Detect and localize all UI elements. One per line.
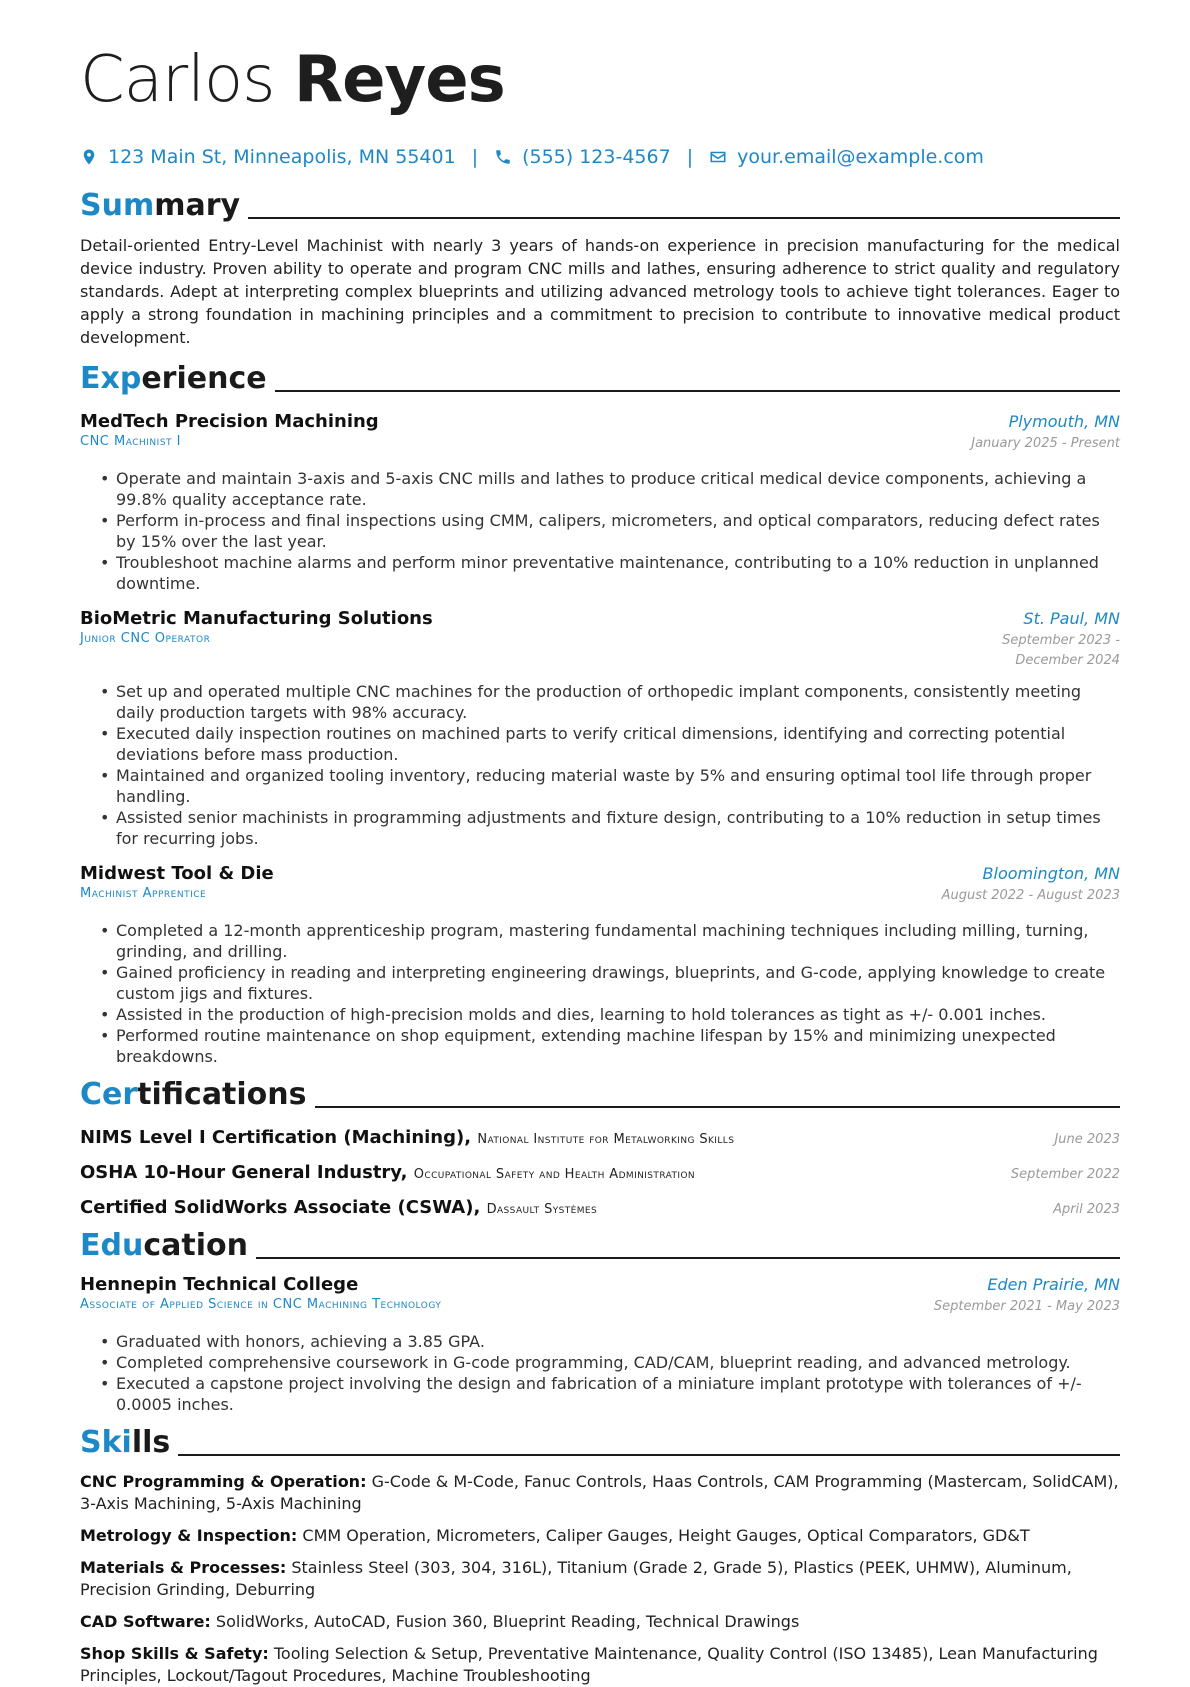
address-text: 123 Main St, Minneapolis, MN 55401 bbox=[108, 146, 456, 168]
bullet-item: • Completed a 12-month apprenticeship program, mastering fundamental machining techniques including milling, turning, grinding, and drilling. bbox=[116, 920, 1120, 962]
email-text: your.email@example.com bbox=[737, 146, 984, 168]
summary-heading bbox=[80, 184, 1120, 224]
cert-name: Certified SolidWorks Associate (CSWA) bbox=[80, 1197, 474, 1218]
certification-item: Certified SolidWorks Associate (CSWA), Dassault Systèmes April 2023 bbox=[80, 1197, 1120, 1218]
company-name: Midwest Tool & Die bbox=[80, 863, 274, 884]
bullet-item: • Performed routine maintenance on shop equipment, extending machine lifespan by 15% and minimizing unexpected breakdowns. bbox=[116, 1025, 1120, 1067]
skill-label: CNC Programming & Operation: bbox=[80, 1472, 367, 1491]
certification-item: NIMS Level I Certification (Machining), National Institute for Metalworking Skills June 2023 bbox=[80, 1127, 1120, 1148]
bullet-item: • Set up and operated multiple CNC machines for the production of orthopedic implant components, consistently meeting daily production targets with 98% accuracy. bbox=[116, 681, 1120, 723]
bullet-item: • Maintained and organized tooling inventory, reducing material waste by 5% and ensuring optimal tool life through proper handling. bbox=[116, 765, 1120, 807]
skill-row bbox=[80, 1611, 1120, 1633]
cert-date: April 2023 bbox=[1053, 1202, 1120, 1217]
cert-issuer: Dassault Systèmes bbox=[486, 1202, 598, 1217]
school-name: Hennepin Technical College bbox=[80, 1274, 359, 1295]
cert-date: September 2022 bbox=[1010, 1167, 1120, 1182]
skill-value: Stainless Steel (303, 304, 316L), Titanium (Grade 2, Grade 5), Plastics (PEEK, UHMW), Aluminum, Precision Grinding, Deburring bbox=[80, 1558, 1072, 1599]
job-location: Bloomington, MN bbox=[982, 864, 1120, 883]
job-bullets bbox=[80, 681, 1120, 849]
skill-row bbox=[80, 1471, 1120, 1515]
skill-value: G-Code & M-Code, Fanuc Controls, Haas Controls, CAM Programming (Mastercam, SolidCAM), 3-Axis Machining, 5-Axis Machining bbox=[80, 1472, 1119, 1513]
phone-icon bbox=[494, 148, 512, 166]
job-bullets bbox=[80, 920, 1120, 1067]
contact-separator: | bbox=[686, 146, 694, 168]
cert-issuer: National Institute for Metalworking Skills bbox=[477, 1132, 735, 1147]
summary-text: Detail-oriented Entry-Level Machinist with nearly 3 years of hands-on experience in precision manufacturing for the medical device industry. Proven ability to operate and program CNC mills and lathes, ensuring adherence to strict quality and regulatory standards. Adept at interpreting complex blueprints and utilizing advanced metrology tools to achieve tight tolerances. Eager to apply a strong foundation in machining principles and a commitment to precision to contribute to innovative medical product development. bbox=[80, 236, 1120, 347]
education-heading bbox=[80, 1224, 1120, 1264]
section-rule bbox=[315, 1106, 1120, 1108]
skill-label: Shop Skills & Safety: bbox=[80, 1644, 269, 1663]
job-location: St. Paul, MN bbox=[1023, 609, 1120, 628]
company-name: BioMetric Manufacturing Solutions bbox=[80, 608, 433, 629]
candidate-name bbox=[80, 40, 1120, 120]
section-title: Skills bbox=[80, 1425, 171, 1460]
first-name: Carlos bbox=[80, 43, 275, 117]
section-title: Summary bbox=[80, 188, 241, 223]
map-pin-icon bbox=[80, 148, 98, 166]
section-title: Certifications bbox=[80, 1077, 307, 1112]
education-dates: September 2021 - May 2023 bbox=[933, 1299, 1120, 1314]
bullet-item: • Assisted in the production of high-precision molds and dies, learning to hold tolerances as tight as +/- 0.001 inches. bbox=[116, 1004, 1120, 1025]
bullet-item: • Operate and maintain 3-axis and 5-axis CNC mills and lathes to produce critical medical device components, achieving a 99.8% quality acceptance rate. bbox=[116, 468, 1120, 510]
skill-row bbox=[80, 1557, 1120, 1601]
skills-heading bbox=[80, 1421, 1120, 1461]
bullet-item: • Troubleshoot machine alarms and perform minor preventative maintenance, contributing to a 10% reduction in unplanned downtime. bbox=[116, 552, 1120, 594]
company-name: MedTech Precision Machining bbox=[80, 411, 379, 432]
cert-name: OSHA 10-Hour General Industry bbox=[80, 1162, 401, 1183]
education-entry bbox=[80, 1274, 1120, 1415]
bullet-item: • Perform in-process and final inspections using CMM, calipers, micrometers, and optical comparators, reducing defect rates by 15% over the last year. bbox=[116, 510, 1120, 552]
bullet-item: • Gained proficiency in reading and interpreting engineering drawings, blueprints, and G-code, applying knowledge to create custom jigs and fixtures. bbox=[116, 962, 1120, 1004]
job-location: Plymouth, MN bbox=[1008, 412, 1120, 431]
job-dates: September 2023 - December 2024 bbox=[1002, 633, 1120, 668]
skill-label: CAD Software: bbox=[80, 1612, 211, 1631]
email-item[interactable] bbox=[709, 146, 984, 168]
phone-item[interactable] bbox=[494, 146, 671, 168]
job-dates: August 2022 - August 2023 bbox=[941, 888, 1120, 903]
section-rule bbox=[248, 217, 1120, 219]
job-dates: January 2025 - Present bbox=[971, 436, 1120, 451]
skill-label: Materials & Processes: bbox=[80, 1558, 287, 1577]
skill-value: SolidWorks, AutoCAD, Fusion 360, Blueprint Reading, Technical Drawings bbox=[215, 1612, 800, 1631]
job-role: CNC Machinist I bbox=[80, 434, 181, 449]
bullet-item: • Graduated with honors, achieving a 3.85 GPA. bbox=[116, 1331, 1120, 1352]
bullet-item: • Executed a capstone project involving the design and fabrication of a miniature implant prototype with tolerances of +/- 0.0005 inches. bbox=[116, 1373, 1120, 1415]
skill-value: CMM Operation, Micrometers, Caliper Gauges, Height Gauges, Optical Comparators, GD&T bbox=[302, 1526, 1030, 1545]
job-entry bbox=[80, 411, 1120, 594]
section-title: Experience bbox=[80, 361, 267, 396]
job-role: Junior CNC Operator bbox=[80, 631, 211, 646]
address-item bbox=[80, 146, 456, 168]
section-rule bbox=[256, 1257, 1120, 1259]
bullet-item: • Executed daily inspection routines on machined parts to verify critical dimensions, identifying and correcting potential deviations before mass production. bbox=[116, 723, 1120, 765]
certification-item: OSHA 10-Hour General Industry, Occupational Safety and Health Administration September 2022 bbox=[80, 1162, 1120, 1183]
job-entry bbox=[80, 863, 1120, 1067]
bullet-item: • Assisted senior machinists in programming adjustments and fixture design, contributing to a 10% reduction in setup times for recurring jobs. bbox=[116, 807, 1120, 849]
cert-date: June 2023 bbox=[1054, 1132, 1120, 1147]
last-name: Reyes bbox=[293, 43, 505, 117]
section-rule bbox=[275, 390, 1120, 392]
job-entry bbox=[80, 608, 1120, 849]
job-role: Machinist Apprentice bbox=[80, 886, 207, 901]
section-title: Education bbox=[80, 1228, 248, 1263]
skill-label: Metrology & Inspection: bbox=[80, 1526, 298, 1545]
resume-page bbox=[80, 40, 1120, 1687]
envelope-icon bbox=[709, 148, 727, 166]
section-rule bbox=[178, 1454, 1120, 1456]
cert-name: NIMS Level I Certification (Machining) bbox=[80, 1127, 465, 1148]
school-location: Eden Prairie, MN bbox=[987, 1275, 1120, 1294]
contact-separator: | bbox=[471, 146, 479, 168]
experience-heading bbox=[80, 357, 1120, 397]
education-bullets bbox=[80, 1331, 1120, 1415]
job-bullets bbox=[80, 468, 1120, 594]
skill-row bbox=[80, 1525, 1120, 1547]
certifications-heading bbox=[80, 1073, 1120, 1113]
degree: Associate of Applied Science in CNC Machining Technology bbox=[80, 1297, 442, 1312]
skill-row bbox=[80, 1643, 1120, 1687]
skill-value: Tooling Selection & Setup, Preventative Maintenance, Quality Control (ISO 13485), Lean Manufacturing Principles, Lockout/Tagout Procedures, Machine Troubleshooting bbox=[80, 1644, 1098, 1685]
bullet-item: • Completed comprehensive coursework in G-code programming, CAD/CAM, blueprint reading, and advanced metrology. bbox=[116, 1352, 1120, 1373]
contact-line bbox=[80, 144, 1120, 170]
phone-text: (555) 123-4567 bbox=[522, 146, 671, 168]
cert-issuer: Occupational Safety and Health Administration bbox=[413, 1167, 696, 1182]
